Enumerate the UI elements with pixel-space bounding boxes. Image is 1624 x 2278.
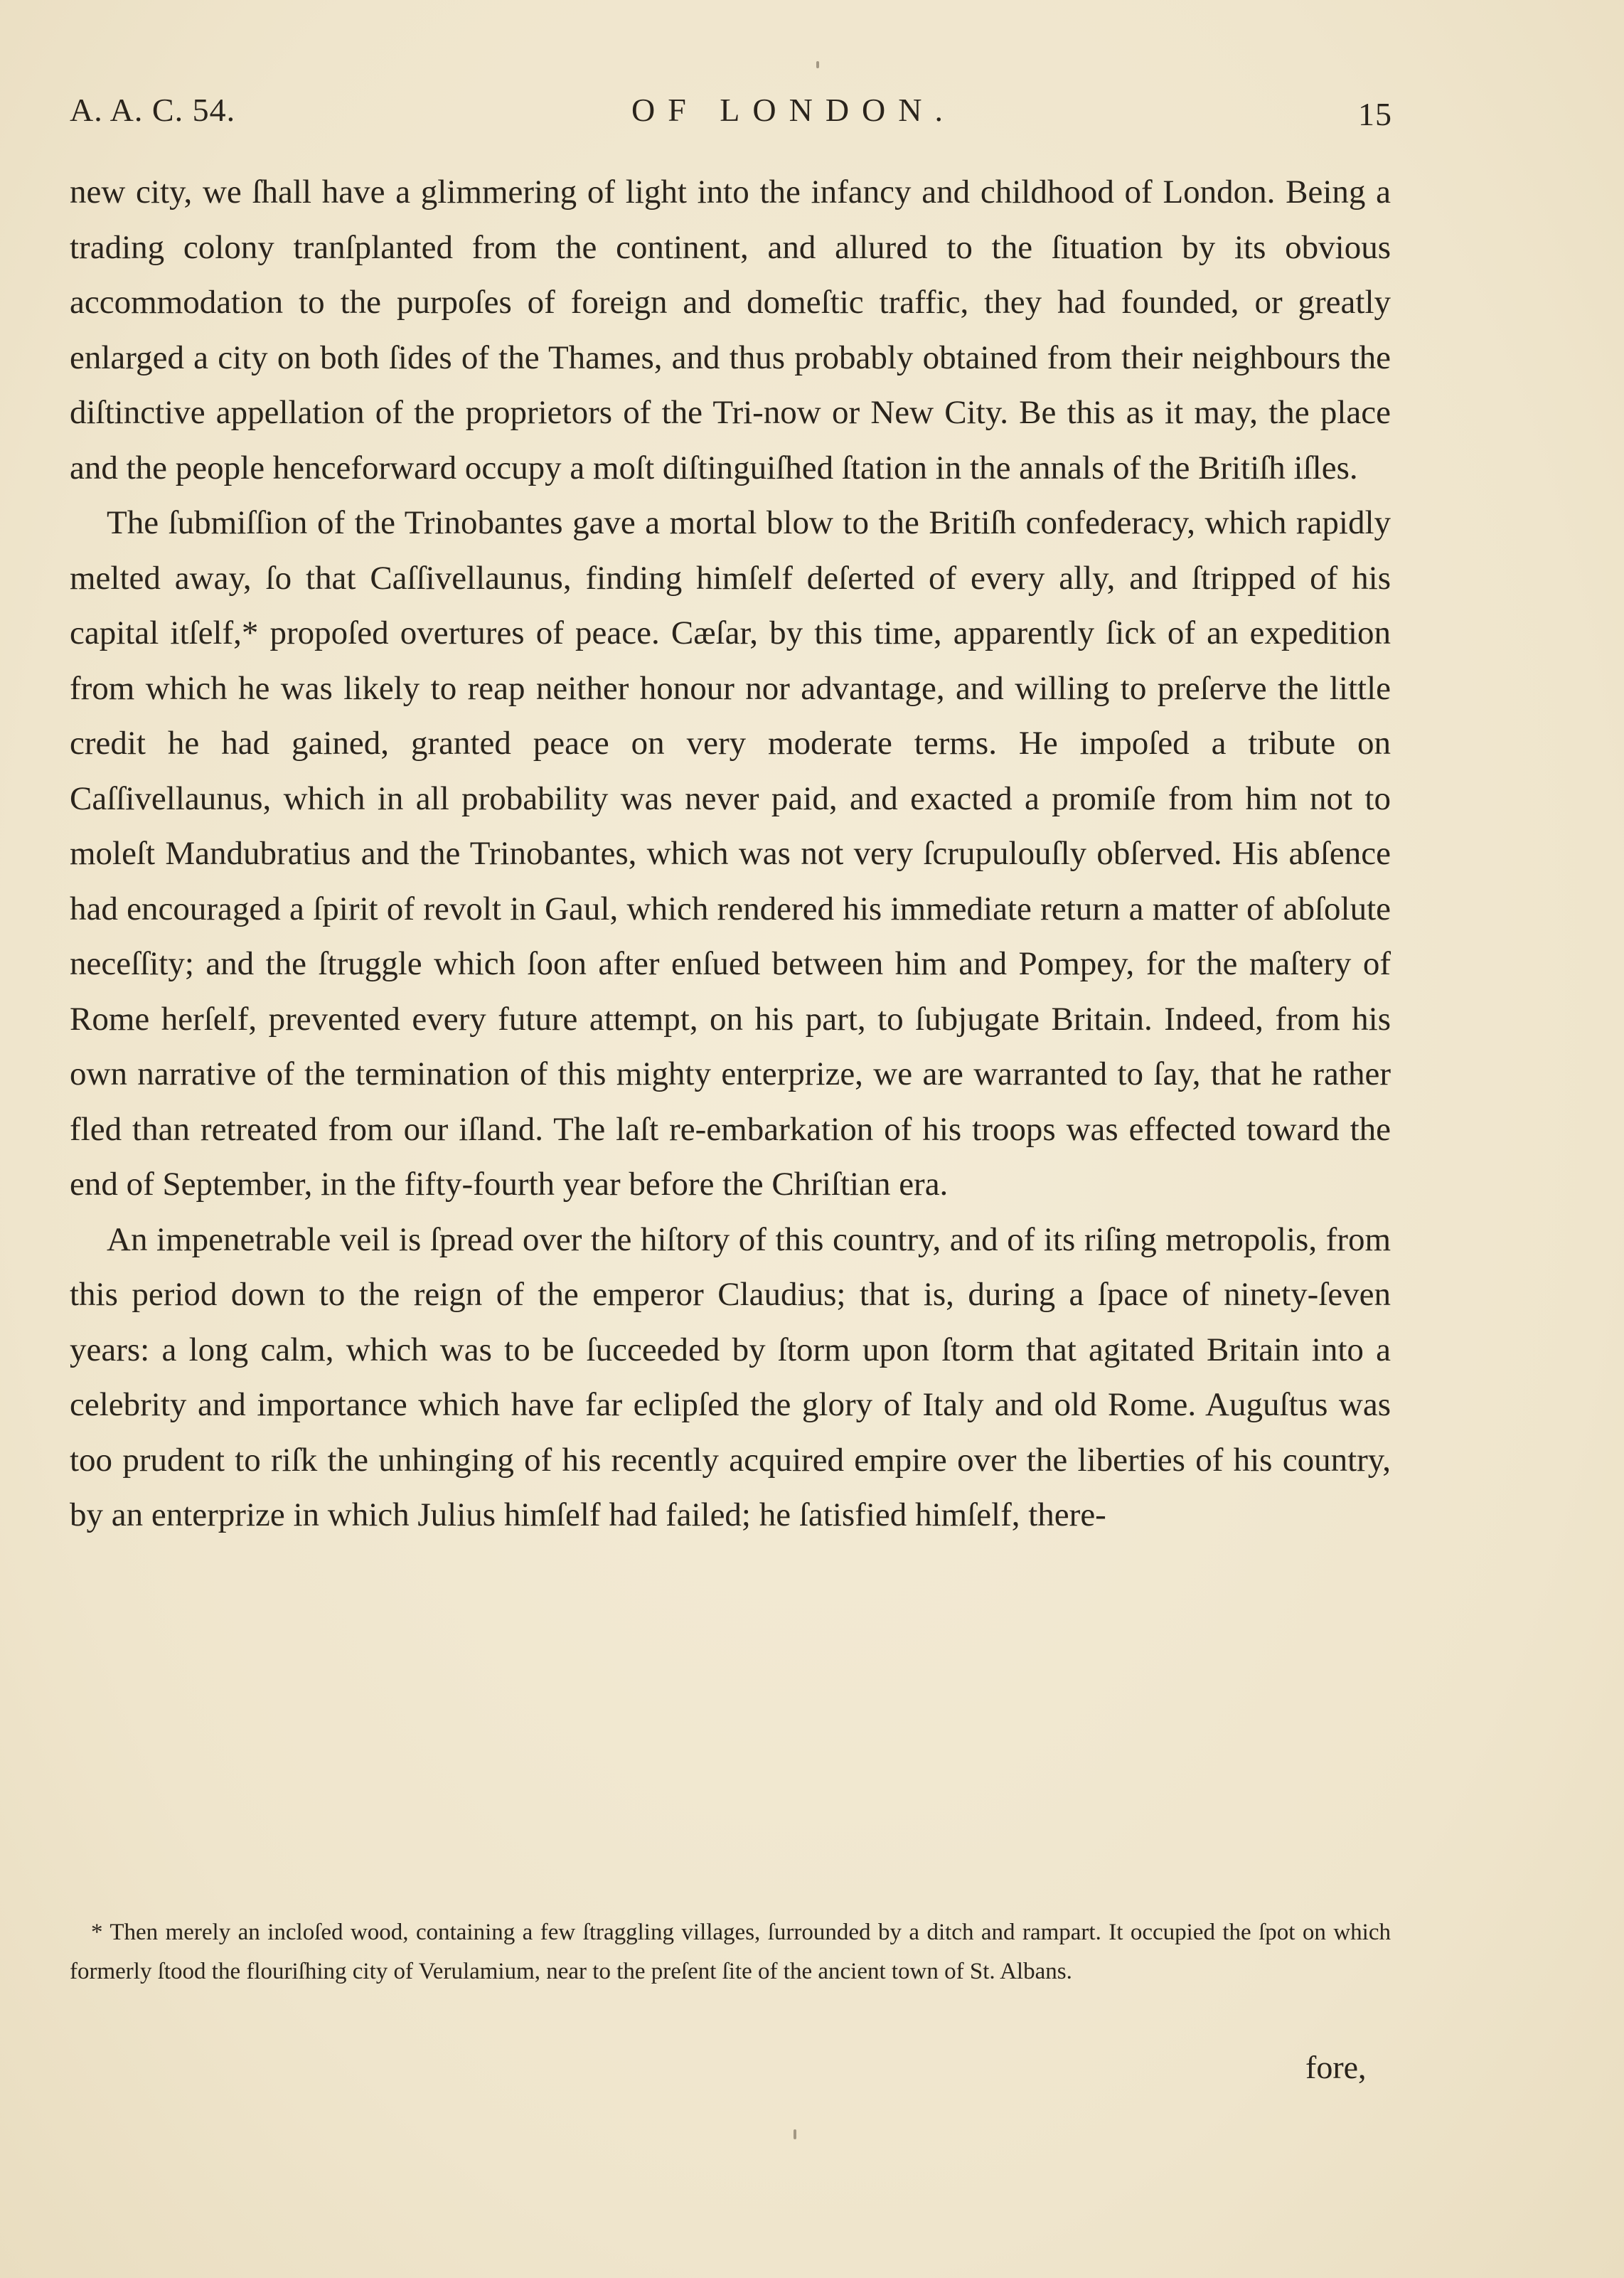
page-number: 15 <box>1358 96 1392 132</box>
header-year: A. A. C. 54. <box>70 92 236 128</box>
main-text <box>70 165 1391 1543</box>
footnote <box>70 1913 1391 1991</box>
paragraph-2: The ſubmiſſion of the Trinobantes gave a mortal blow to the Britiſh confederacy, which rapidly melted away, ſo that Caſſivellaunus, finding himſelf deſerted of every ally, and ſtripped of his capital itſelf,* propoſed overtures of peace. Cæſar, by this time, apparently ſick of an expedition from which he was likely to reap neither honour nor advantage, and willing to preſerve the little credit he had gained, granted peace on very moderate terms. He impoſed a tribute on Caſſivellaunus, which in all probability was never paid, and exacted a promiſe from him not to moleſt Mandubratius and the Trinobantes, which was not very ſcrupulouſly obſerved. His abſence had encouraged a ſpirit of revolt in Gaul, which rendered his immediate return a matter of abſolute neceſſity; and the ſtruggle which ſoon after enſued between him and Pompey, for the maſtery of Rome herſelf, prevented every future attempt, on his part, to ſubjugate Britain. Indeed, from his own narrative of the termination of this mighty enterprize, we are warranted to ſay, that he rather fled than retreated from our iſland. The laſt re-embarkation of his troops was effected toward the end of September, in the fifty-fourth year before the Chriſtian era. <box>70 504 1391 1203</box>
running-header <box>70 91 1421 141</box>
catchword: fore, <box>1305 2049 1367 2085</box>
footnote-text: * Then merely an incloſed wood, containing a few ſtraggling villages, ſurrounded by a ditch and rampart. It occupied the ſpot on which formerly ſtood the flouriſhing city of Verulamium, near to the preſent ſite of the ancient town of St. Albans. <box>70 1920 1391 1984</box>
paragraph-3: An impenetrable veil is ſpread over the hiſtory of this country, and of its riſing metropolis, from this period down to the reign of the emperor Claudius; that is, during a ſpace of ninety-ſeven years: a long calm, which was to be ſucceeded by ſtorm upon ſtorm that agitated Britain into a celebrity and importance which have far eclipſed the glory of Italy and old Rome. Auguſtus was too prudent to riſk the unhinging of his recently acquired empire over the liberties of his country, by an enterprize in which Julius himſelf had failed; he ſatisfied himſelf, there- <box>70 1220 1391 1533</box>
header-title: OF LONDON. <box>631 92 956 128</box>
print-speck <box>794 2129 796 2139</box>
paragraph-1: new city, we ſhall have a glimmering of light into the infancy and childhood of London. Being a trading colony tranſplanted from the continent, and allured to the ſituation by its obvious accommodation to the purpoſes of foreign and domeſtic traffic, they had founded, or greatly enlarged a city on both ſides of the Thames, and thus probably obtained from their neighbours the diſtinctive appellation of the proprietors of the Tri-now or New City. Be this as it may, the place and the people henceforward occupy a moſt diſtinguiſhed ſtation in the annals of the Britiſh iſles. <box>70 174 1391 486</box>
print-speck <box>816 61 819 68</box>
